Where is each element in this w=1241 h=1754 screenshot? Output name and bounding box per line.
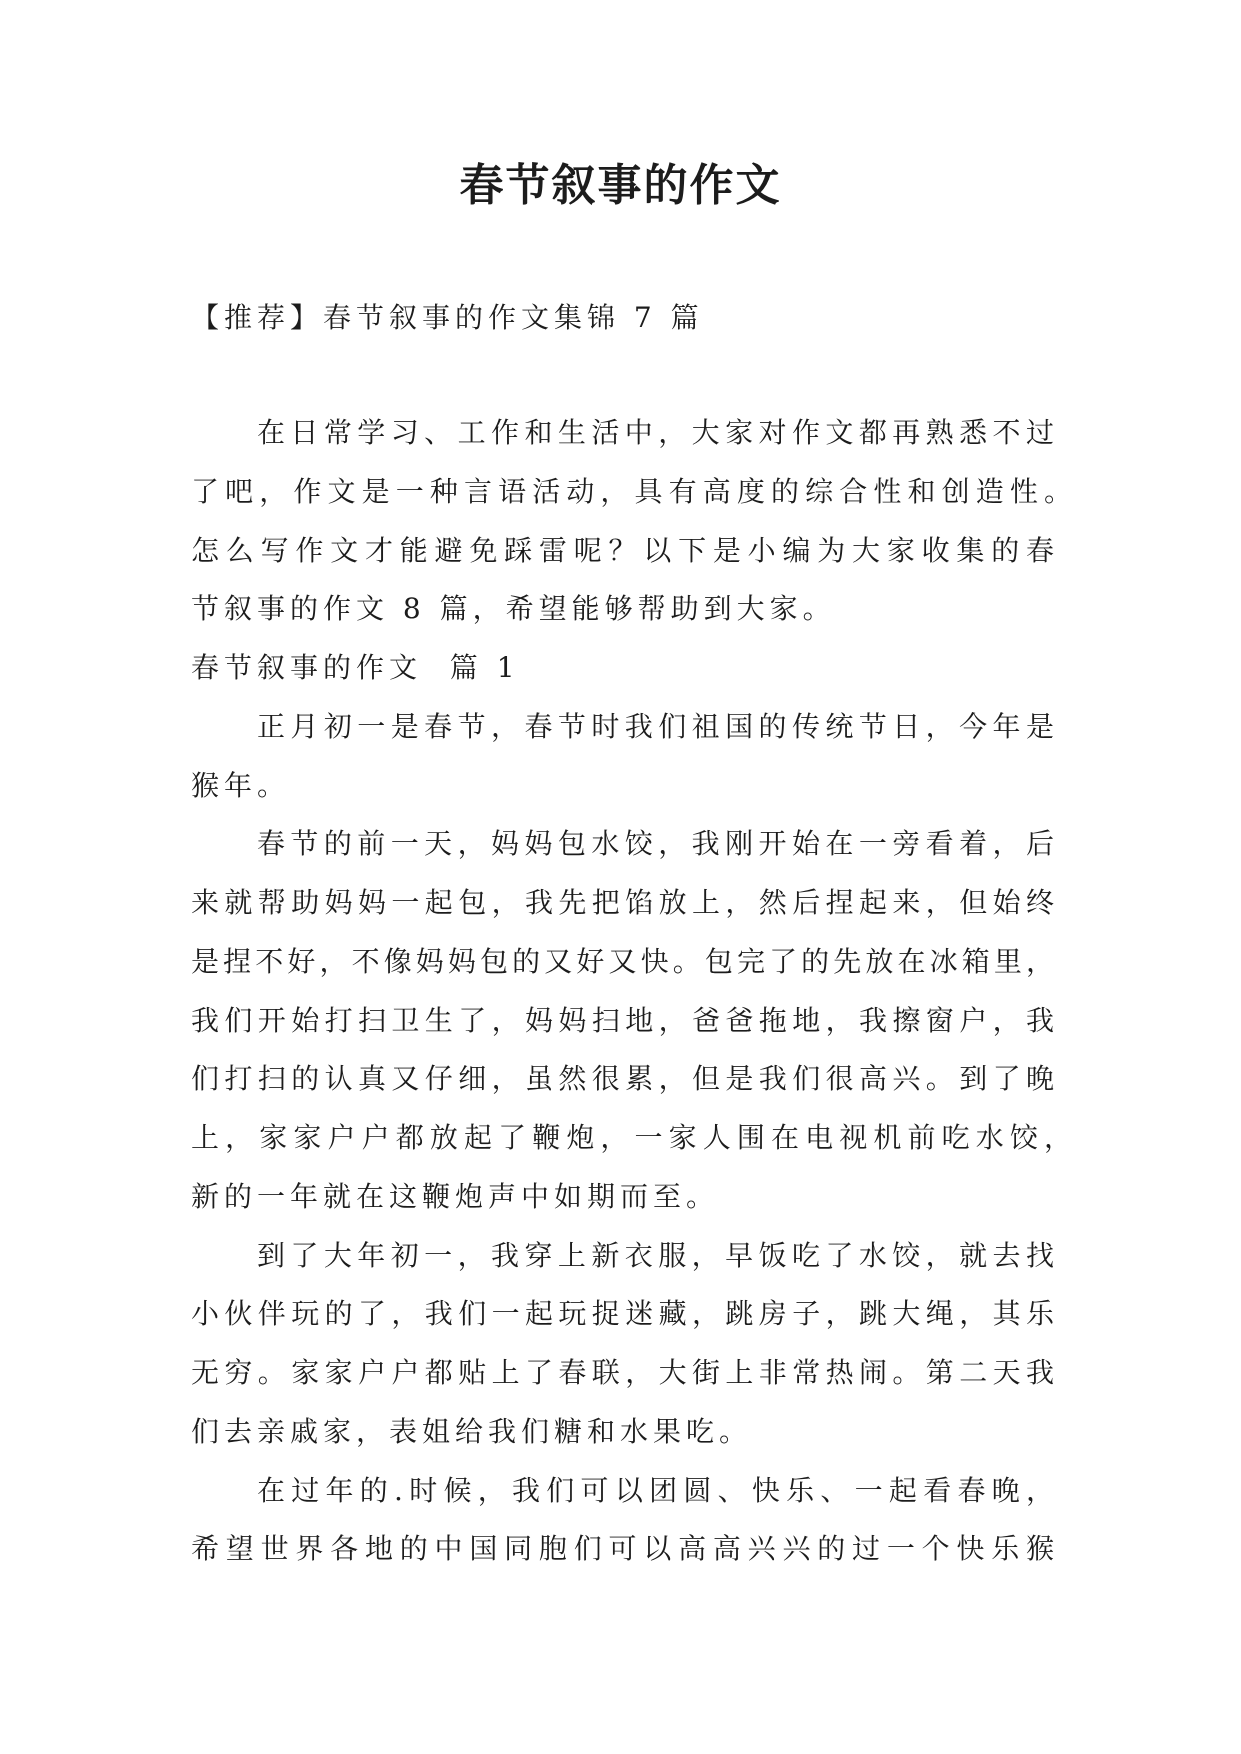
paragraph-line: 们去亲戚家，表姐给我们糖和水果吃。: [191, 1414, 753, 1448]
paragraph-line: 我们开始打扫卫生了，妈妈扫地，爸爸拖地，我擦窗户，我: [191, 1003, 1057, 1037]
essay-heading: 春节叙事的作文 篇 1: [191, 651, 520, 684]
paragraph-line: 了吧，作文是一种言语活动，具有高度的综合性和创造性。: [191, 474, 1075, 508]
paragraph-line: 上，家家户户都放起了鞭炮，一家人围在电视机前吃水饺，: [191, 1121, 1075, 1154]
paragraph-line: 新的一年就在这鞭炮声中如期而至。: [191, 1179, 720, 1213]
intro-paragraph: [191, 404, 1075, 639]
paragraph-line: 在过年的.时候，我们可以团圆、快乐、一起看春晚，: [257, 1473, 1057, 1507]
paragraph-line: 小伙伴玩的了，我们一起玩捉迷藏，跳房子，跳大绳，其乐: [191, 1297, 1057, 1331]
essay-paragraph: [191, 815, 1075, 1226]
document-subtitle: 【推荐】春节叙事的作文集锦 7 篇: [191, 301, 704, 334]
paragraph-line: 是捏不好，不像妈妈包的又好又快。包完了的先放在冰箱里，: [191, 944, 1057, 978]
paragraph-line: 节叙事的作文 8 篇，希望能够帮助到大家。: [191, 592, 836, 626]
paragraph-line: 到了大年初一，我穿上新衣服，早饭吃了水饺，就去找: [257, 1238, 1057, 1272]
paragraph-line: 来就帮助妈妈一起包，我先把馅放上，然后捏起来，但始终: [191, 886, 1057, 919]
essay-paragraph: [191, 1462, 1057, 1580]
document-title: 春节叙事的作文: [459, 160, 782, 211]
paragraph-line: 在日常学习、工作和生活中，大家对作文都再熟悉不过: [257, 416, 1057, 449]
paragraph-line: 希望世界各地的中国同胞们可以高高兴兴的过一个快乐猴: [191, 1532, 1057, 1566]
document-body: [191, 404, 1075, 1579]
essay-paragraph: [191, 698, 1057, 816]
paragraph-line: 怎么写作文才能避免踩雷呢？以下是小编为大家收集的春: [191, 533, 1057, 567]
paragraph-line: 们打扫的认真又仔细，虽然很累，但是我们很高兴。到了晚: [191, 1062, 1057, 1096]
paragraph-line: 猴年。: [191, 768, 291, 802]
essay-paragraph: [191, 1227, 1057, 1462]
paragraph-line: 正月初一是春节，春节时我们祖国的传统节日，今年是: [257, 709, 1057, 743]
paragraph-line: 无穷。家家户户都贴上了春联，大街上非常热闹。第二天我: [191, 1356, 1057, 1389]
paragraph-line: 春节的前一天，妈妈包水饺，我刚开始在一旁看着，后: [257, 827, 1057, 861]
